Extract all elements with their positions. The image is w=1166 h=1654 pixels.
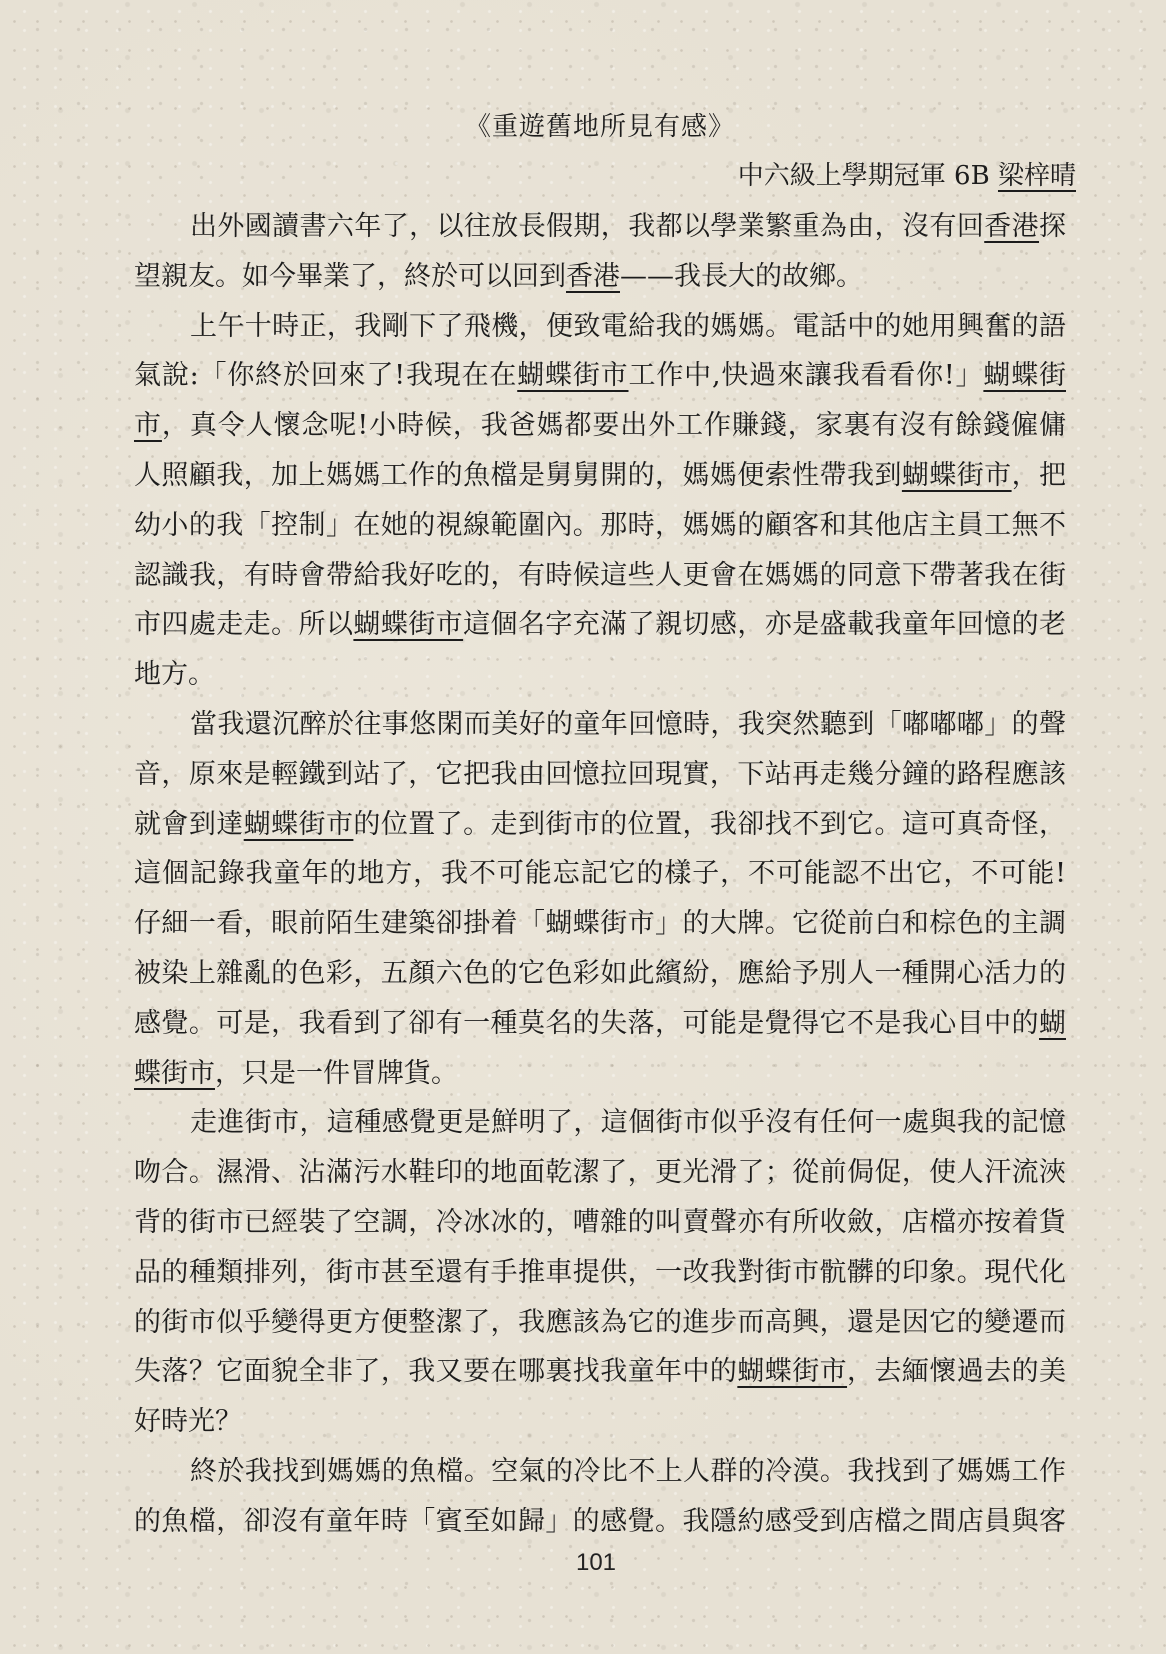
text-line [134, 999, 1066, 1049]
paragraph [134, 700, 1066, 1098]
text-run: 感覺。可是，我看到了卻有一種莫名的失落，可能是覺得它不是我心目中的 [134, 1007, 1039, 1039]
text-line [134, 302, 1066, 352]
text-run: 氣說:「你終於回來了!我現在在 [134, 360, 518, 392]
text-line [134, 1098, 1066, 1148]
text-run: 背的街市已經裝了空調，冷冰冰的，嘈雜的叫賣聲亦有所收斂，店檔亦按着貨 [134, 1206, 1066, 1238]
text-line [134, 1497, 1066, 1547]
text-run: ，去緬懷過去的美 [847, 1356, 1066, 1388]
text-run: 的街市似乎變得更方便整潔了，我應該為它的進步而高興，還是因它的變遷而 [134, 1306, 1066, 1338]
text-run: 就會到達 [134, 808, 244, 840]
text-run: ，只是一件冒牌貨。 [215, 1057, 458, 1089]
text-line [134, 1248, 1066, 1298]
essay-title: 《重遊舊地所見有感》 [464, 112, 735, 142]
text-run: 的位置了。走到街市的位置，我卻找不到它。這可真奇怪， [353, 808, 1066, 840]
text-line [134, 1347, 1066, 1397]
text-run: 品的種類排列，街市甚至還有手推車提供，一改我對街市骯髒的印象。現代化 [134, 1256, 1066, 1288]
text-line [134, 849, 1066, 899]
text-run: 當我還沉醉於往事悠閑而美好的童年回憶時，我突然聽到「嘟嘟嘟」的聲 [190, 708, 1066, 740]
text-line [134, 700, 1066, 750]
text-run: 吻合。濕滑、沾滿污水鞋印的地面乾潔了，更光滑了；從前侷促，使人汗流浹 [134, 1157, 1066, 1189]
text-run: 好時光？ [134, 1406, 242, 1438]
underlined-proper-noun: 蝴蝶街市 [901, 459, 1012, 491]
underlined-proper-noun: 蝶街市 [134, 1057, 215, 1089]
paragraph [134, 1098, 1066, 1447]
text-line [134, 899, 1066, 949]
paragraph [134, 1447, 1066, 1547]
award-and-class: 中六級上學期冠軍 6B [737, 161, 990, 191]
text-run: 望親友。如今畢業了，終於可以回到 [134, 260, 566, 292]
underlined-proper-noun: 蝴蝶街市 [243, 808, 354, 840]
text-run: 幼小的我「控制」在她的視線範圍內。那時，媽媽的顧客和其他店主員工無不 [134, 509, 1066, 541]
text-line [134, 202, 1066, 252]
text-line [134, 551, 1066, 601]
underlined-proper-noun: 蝴蝶街市 [517, 360, 629, 392]
text-line [134, 1298, 1066, 1348]
text-run: ，真令人懷念呢!小時候，我爸媽都要出外工作賺錢，家裏有沒有餘錢僱傭 [161, 410, 1066, 442]
text-line [134, 949, 1066, 999]
text-run: 探 [1039, 211, 1066, 242]
text-line [134, 800, 1066, 850]
underlined-proper-noun: 蝴蝶街 [983, 360, 1066, 392]
body-text [134, 202, 1066, 1547]
text-run: ，把 [1011, 459, 1066, 491]
underlined-proper-noun: 蝴 [1039, 1007, 1066, 1039]
text-line [134, 351, 1066, 401]
text-run: 的魚檔，卻沒有童年時「賓至如歸」的感覺。我隱約感受到店檔之間店員與客 [134, 1505, 1066, 1537]
underlined-proper-noun: 蝴蝶街市 [737, 1356, 848, 1388]
underlined-proper-noun: 香港 [984, 211, 1040, 242]
paragraph [134, 302, 1066, 700]
text-run: 工作中,快過來讓我看看你!」 [628, 360, 984, 392]
text-run: 人照顧我，加上媽媽工作的魚檔是舅舅開的，媽媽便索性帶我到 [134, 459, 902, 491]
text-line [134, 501, 1066, 551]
text-run: 被染上雜亂的色彩，五顏六色的它色彩如此繽紛，應給予別人一種開心活力的 [134, 957, 1066, 989]
author-name: 梁梓晴 [997, 161, 1076, 191]
text-run: 音，原來是輕鐵到站了，它把我由回憶拉回現實，下站再走幾分鐘的路程應該 [134, 758, 1066, 790]
text-run: 失落？它面貌全非了，我又要在哪裏找我童年中的 [134, 1356, 738, 1388]
page-number: 101 [575, 1549, 617, 1576]
text-run: 地方。 [134, 659, 215, 691]
text-run: 出外國讀書六年了，以往放長假期，我都以學業繁重為由，沒有回 [190, 211, 985, 242]
text-run: 認識我，有時會帶給我好吃的，有時候這些人更會在媽媽的同意下帶著我在街 [134, 559, 1066, 591]
text-line [134, 401, 1066, 451]
text-run: 這個記錄我童年的地方，我不可能忘記它的樣子，不可能認不出它，不可能! [134, 858, 1066, 890]
text-run: ——我長大的故鄉。 [620, 260, 863, 292]
text-line [134, 1049, 1066, 1099]
text-run: 走進街市，這種感覺更是鮮明了，這個街市似乎沒有任何一處與我的記憶 [190, 1107, 1066, 1139]
text-run: 上午十時正，我剛下了飛機，便致電給我的媽媽。電話中的她用興奮的語 [190, 310, 1066, 342]
paragraph [134, 202, 1066, 302]
text-run: 市四處走走。所以 [134, 609, 354, 641]
author-byline [738, 151, 1076, 201]
text-line [134, 1447, 1066, 1497]
text-line [134, 1148, 1066, 1198]
text-line [134, 1397, 1066, 1447]
text-line [134, 451, 1066, 501]
text-line [134, 650, 1066, 700]
underlined-proper-noun: 市 [134, 410, 162, 442]
text-run: 仔細一看，眼前陌生建築卻掛着「蝴蝶街市」的大牌。它從前白和棕色的主調 [134, 908, 1066, 940]
underlined-proper-noun: 蝴蝶街市 [353, 609, 464, 641]
text-line [134, 1198, 1066, 1248]
text-line [134, 750, 1066, 800]
underlined-proper-noun: 香港 [566, 260, 620, 292]
text-line [134, 252, 1066, 302]
text-run: 終於我找到媽媽的魚檔。空氣的冷比不上人群的冷漠。我找到了媽媽工作 [190, 1455, 1066, 1487]
text-line [134, 600, 1066, 650]
text-run: 這個名字充滿了親切感，亦是盛載我童年回憶的老 [463, 609, 1066, 641]
